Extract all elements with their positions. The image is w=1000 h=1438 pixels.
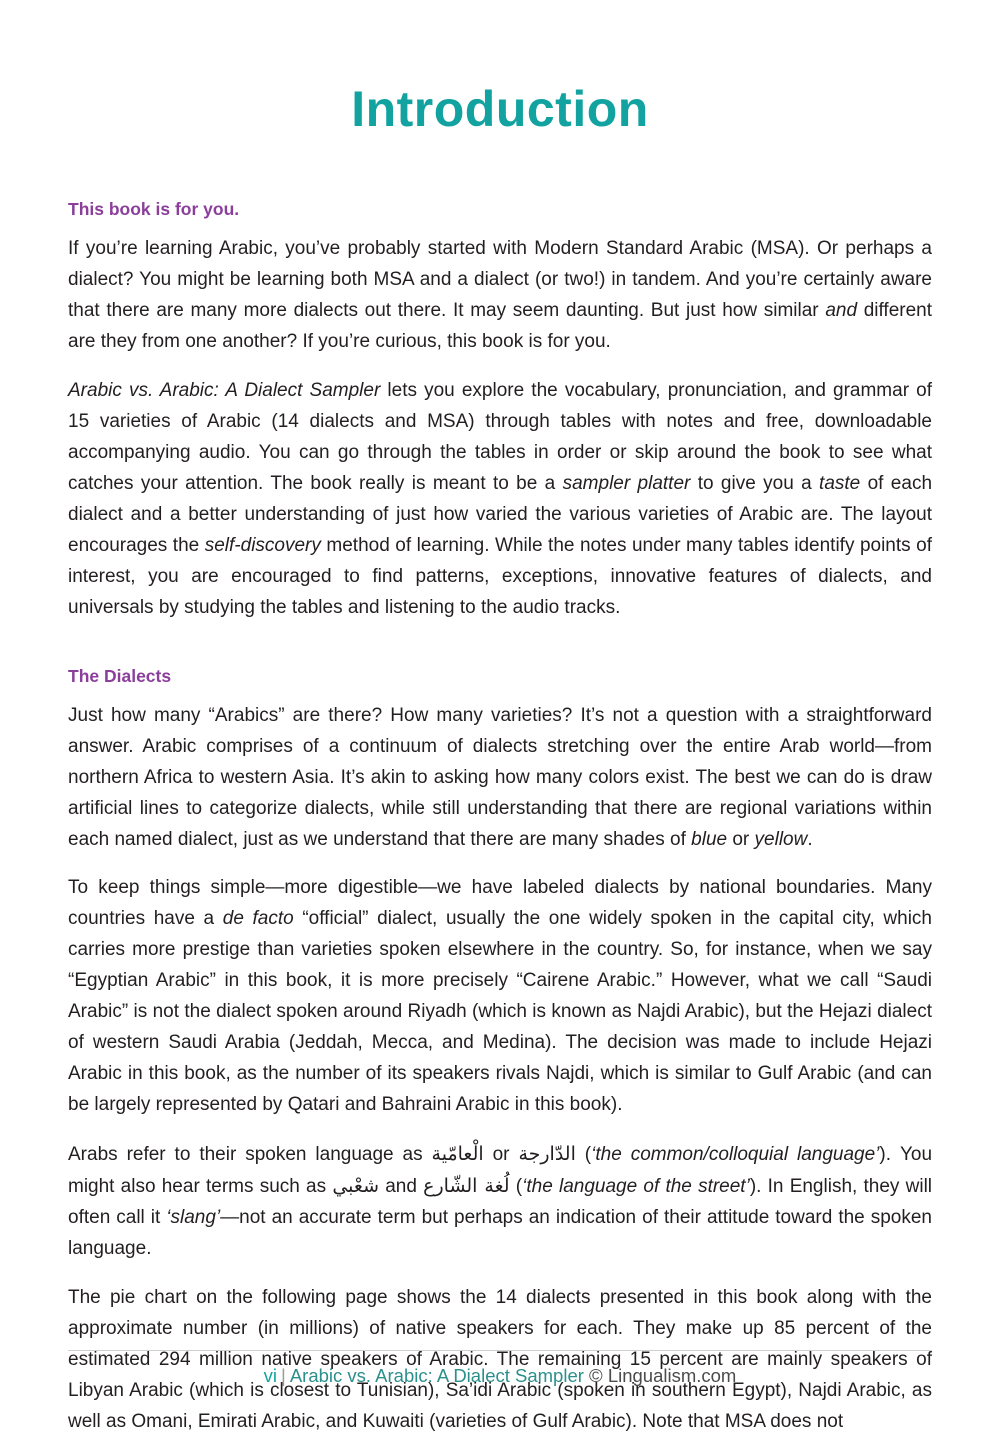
emphasis-self-discovery: self-discovery [204,534,321,556]
section-heading: The Dialects [68,665,172,686]
emphasis-slang: ‘slang’ [166,1207,221,1229]
paragraph: To keep things simple—more digestible—we have labeled dialects by national boundaries. Many countries have a de facto “official” dialect, usually the one widely spoken in the capital city, which carries more prestige than varieties spoken elsewhere in the country. So, for instance, when we say “Egyptian Arabic” in this book, it is more precisely “Cairene Arabic.” However, what we call “Saudi Arabic” is not the dialect spoken around Riyadh (which is known as Najdi Arabic), but the Hejazi dialect of western Saudi Arabia (Jeddah, Mecca, and Medina). The decision was made to include Hejazi Arabic in this book, as the number of its speakers rivals Najdi, which is similar to Gulf Arabic (and can be largely represented by Qatari and Bahraini Arabic in this book). [68,877,932,1116]
page-content [68,199,932,1438]
footer-book-title: Arabic vs. Arabic: A Dialect Sampler [289,1364,584,1386]
emphasis-de-facto: de facto [222,908,294,930]
paragraph: The pie chart on the following page shows the 14 dialects presented in this book along with the approximate number (in millions) of native speakers for each. They make up 85 percent of the estimated 294 million native speakers of Arabic. The remaining 15 percent are mainly speakers of Libyan Arabic (which is closest to Tunisian), Sa’idi Arabic (spoken in southern Egypt), Najdi Arabic, as well as Omani, Emirati Arabic, and Kuwaiti (varieties of Gulf Arabic). Note that MSA does not [68,1287,932,1432]
paragraph: Arabic vs. Arabic: A Dialect Sampler lets you explore the vocabulary, pronunciation, and grammar of 15 varieties of Arabic (14 dialects and MSA) through tables with notes and free, downloadable accompanying audio. You can go through the tables in order or skip around the book to see what catches your attention. The book really is meant to be a sampler platter to give you a taste of each dialect and a better understanding of just how varied the various varieties of Arabic are. The layout encourages the self-discovery method of learning. While the notes under many tables identify points of interest, you are encouraged to find patterns, exceptions, innovative features of dialects, and universals by studying the tables and listening to the audio tracks. [68,379,933,618]
section-the-dialects [68,666,932,1438]
emphasis-taste: taste [819,472,861,494]
arabic-term-ad-darija: الدّارجة [518,1143,576,1166]
emphasis-sampler-platter: sampler platter [562,472,691,494]
gloss-common-colloquial: ‘the common/colloquial language’ [591,1144,880,1166]
page-number: vi [263,1364,278,1386]
section-heading: This book is for you. [68,199,240,219]
emphasis-blue: blue [691,828,728,850]
emphasis-yellow: yellow [754,828,808,850]
gloss-language-of-the-street: ‘the language of the street’ [522,1176,750,1198]
book-title-italic: Arabic vs. Arabic: A Dialect Sampler [68,379,381,401]
paragraph: Just how many “Arabics” are there? How many varieties? It’s not a question with a straightforward answer. Arabic comprises of a continuum of dialects stretching over the entire Arab world—from northern Africa to western Asia. It’s akin to asking how many colors exist. The best we can do is draw artificial lines to categorize dialects, while still understanding that there are regional variations within each named dialect, just as we understand that there are many shades of blue or yellow. [68,704,932,850]
page-footer [68,1350,932,1387]
paragraph: Arabs refer to their spoken language as الْعامّية or الدّارجة (‘the common/colloquial language’). You might also hear terms such as شعْبي and لُغة الشّارع (‘the language of the street’). In English, they will often call it ‘slang’—not an accurate term but perhaps an indication of their attitude toward the spoken language. [68,1143,933,1260]
page-title: Introduction [351,81,649,137]
arabic-term-shabi: شعْبي [332,1175,379,1198]
section-this-book-is-for-you [68,199,932,624]
footer-separator: | [281,1364,286,1386]
paragraph: If you’re learning Arabic, you’ve probably started with Modern Standard Arabic (MSA). Or perhaps a dialect? You might be learning both MSA and a dialect (or two!) in tandem. And you’re certainly aware that there are many more dialects out there. It may seem daunting. But just how similar and different are they from one another? If you’re curious, this book is for you. [68,238,932,352]
arabic-term-lughat-ash-shari: لُغة الشّارع [423,1175,510,1198]
footer-publisher: © Lingualism.com [589,1364,737,1386]
arabic-term-al-aammiyya: الْعامّية [431,1143,484,1166]
emphasis-and: and [825,299,858,321]
